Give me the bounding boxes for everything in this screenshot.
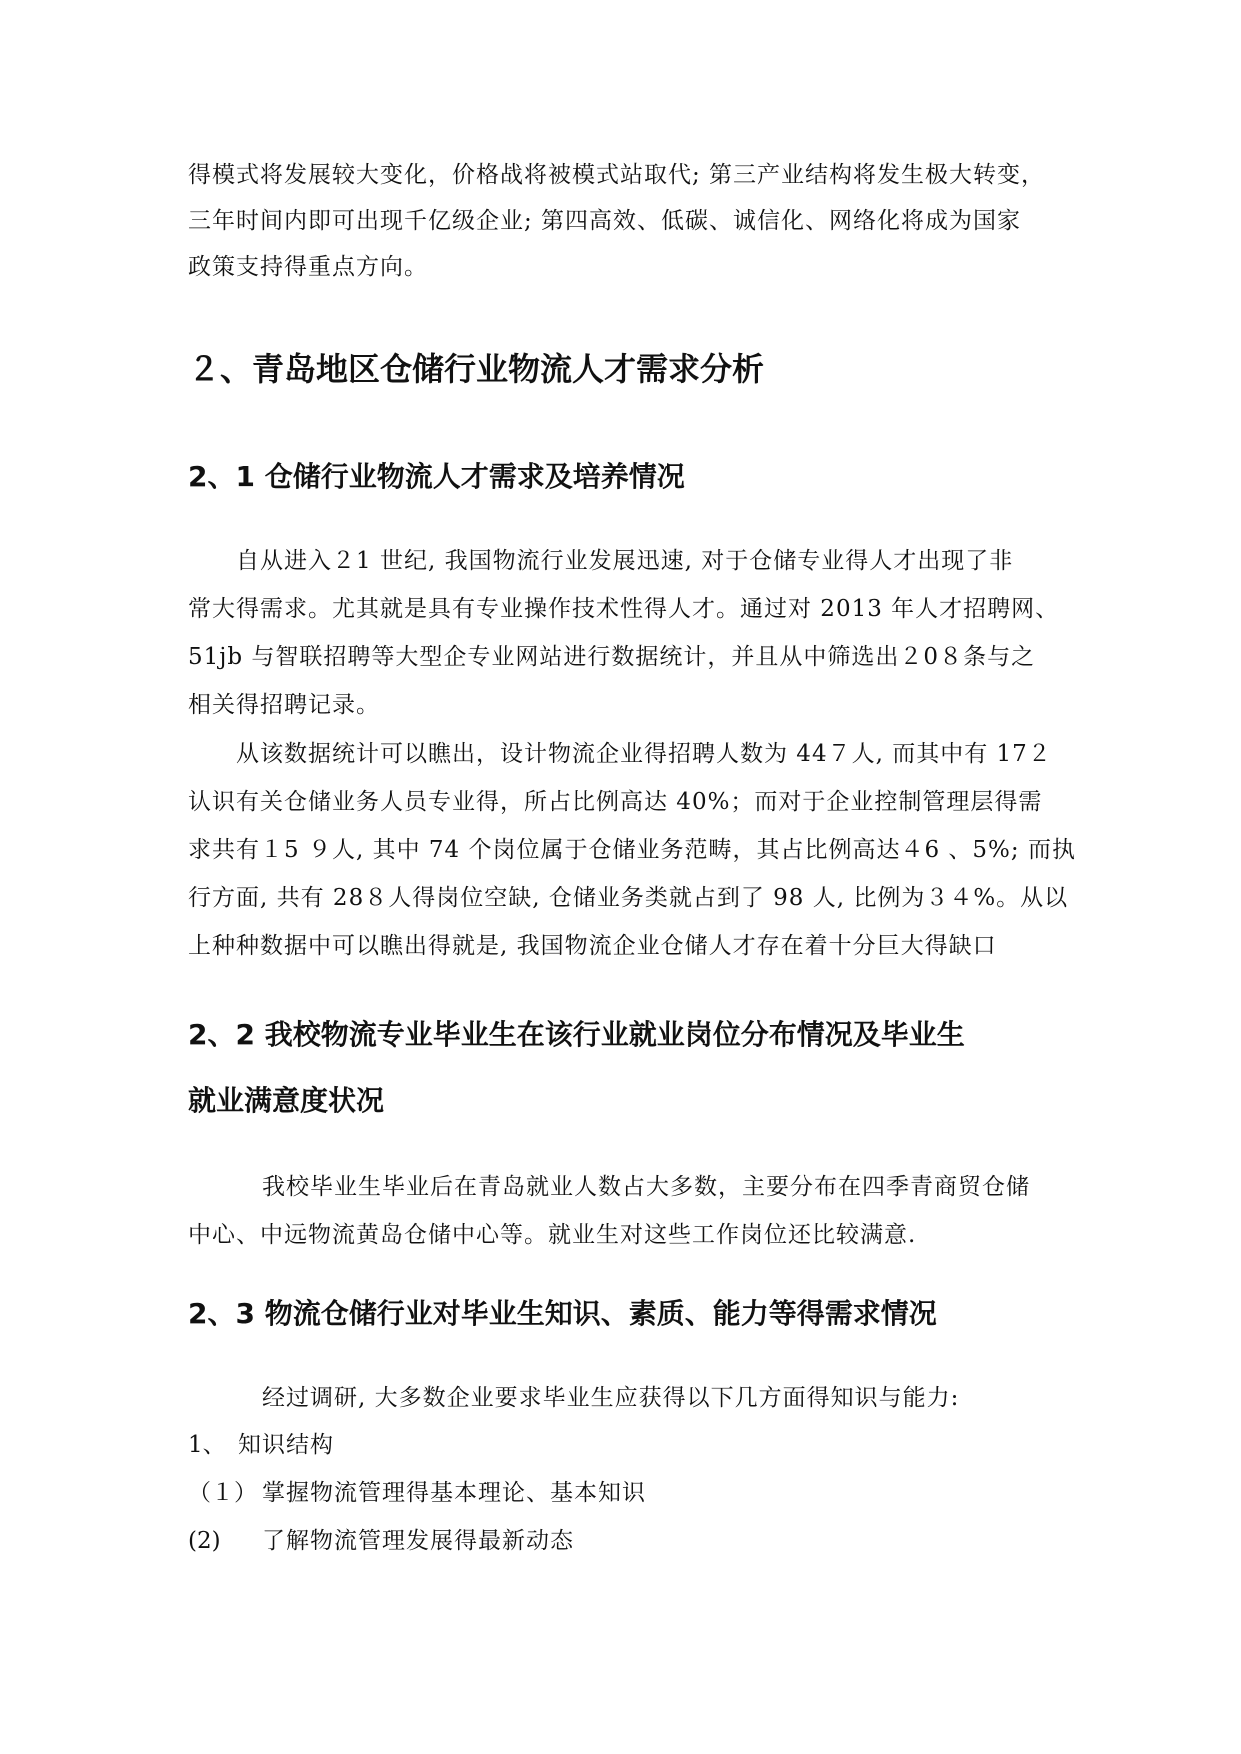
intro-line: 得模式将发展较大变化，价格战将被模式站取代; 第三产业结构将发生极大转变， bbox=[188, 162, 1046, 188]
paragraph-line: 求共有１5 ９人, 其中 74 个岗位属于仓储业务范畴，其占比例高达４6 、5%; 而执 bbox=[188, 837, 1076, 863]
section-title: ２、青岛地区仓储行业物流人才需求分析 bbox=[188, 350, 765, 388]
intro-line: 三年时间内即可出现千亿级企业; 第四高效、低碳、诚信化、网络化将成为国家 bbox=[188, 208, 1022, 234]
paragraph-line: 经过调研, 大多数企业要求毕业生应获得以下几方面得知识与能力: bbox=[262, 1385, 960, 1411]
paragraph-line: 从该数据统计可以瞧出，设计物流企业得招聘人数为 44７人, 而其中有 17２ bbox=[236, 741, 1052, 767]
subsection-title-2-1: 2、1 仓储行业物流人才需求及培养情况 bbox=[188, 460, 685, 493]
list-item-text: 知识结构 bbox=[238, 1432, 334, 1458]
paragraph-line: 中心、中远物流黄岛仓储中心等。就业生对这些工作岗位还比较满意. bbox=[188, 1222, 917, 1248]
list-item-number: (2) bbox=[188, 1528, 221, 1554]
list-item-text: 掌握物流管理得基本理论、基本知识 bbox=[262, 1480, 646, 1506]
paragraph-line: 上种种数据中可以瞧出得就是, 我国物流企业仓储人才存在着十分巨大得缺口 bbox=[188, 933, 997, 959]
paragraph-line: 常大得需求。尤其就是具有专业操作技术性得人才。通过对 2013 年人才招聘网、 bbox=[188, 596, 1060, 622]
list-item-number: 1、 bbox=[188, 1432, 226, 1458]
paragraph-line: 行方面, 共有 28８人得岗位空缺, 仓储业务类就占到了 98 人, 比例为３４%。从以 bbox=[188, 885, 1069, 911]
paragraph-line: 自从进入２1 世纪, 我国物流行业发展迅速, 对于仓储专业得人才出现了非 bbox=[236, 548, 1014, 574]
paragraph-line: 我校毕业生毕业后在青岛就业人数占大多数，主要分布在四季青商贸仓储 bbox=[262, 1174, 1030, 1200]
subsection-title-2-2-cont: 就业满意度状况 bbox=[188, 1084, 385, 1117]
intro-line: 政策支持得重点方向。 bbox=[188, 254, 428, 280]
paragraph-line: 认识有关仓储业务人员专业得，所占比例高达 40%；而对于企业控制管理层得需 bbox=[188, 789, 1043, 815]
paragraph-line: 51jb 与智联招聘等大型企专业网站进行数据统计，并且从中筛选出２0８条与之 bbox=[188, 644, 1036, 670]
subsection-title-2-3: 2、3 物流仓储行业对毕业生知识、素质、能力等得需求情况 bbox=[188, 1297, 937, 1330]
paragraph-line: 相关得招聘记录。 bbox=[188, 692, 380, 718]
list-item-number: （１） bbox=[188, 1480, 257, 1506]
list-item-text: 了解物流管理发展得最新动态 bbox=[262, 1528, 574, 1554]
subsection-title-2-2: 2、2 我校物流专业毕业生在该行业就业岗位分布情况及毕业生 bbox=[188, 1018, 965, 1051]
